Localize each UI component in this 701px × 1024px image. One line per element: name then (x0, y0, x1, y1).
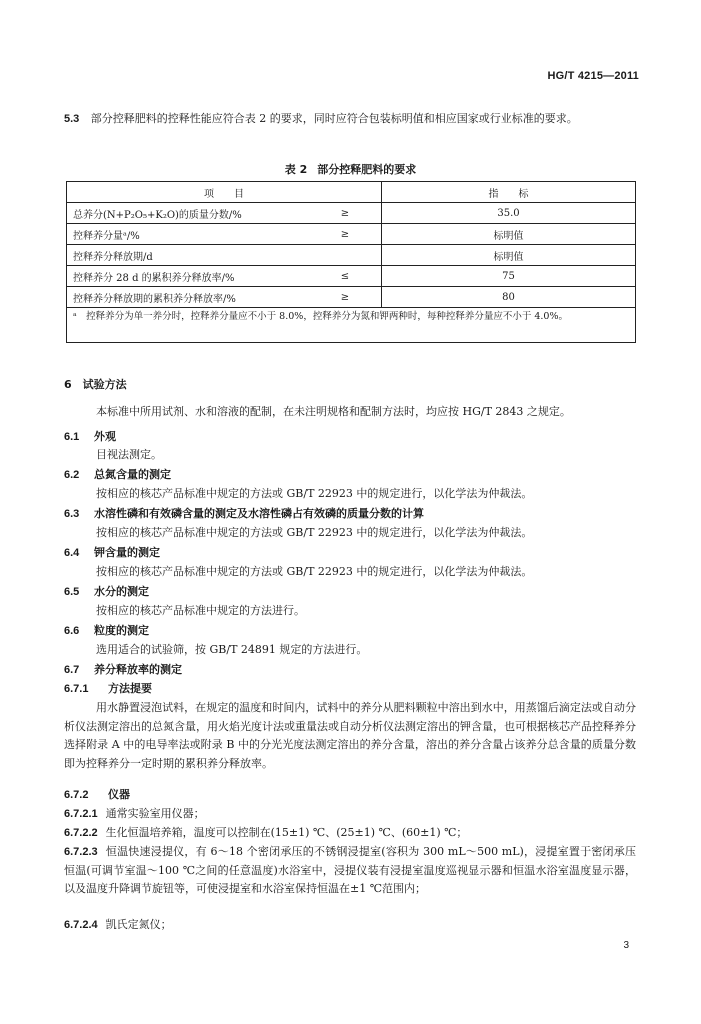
row-value: 标明值 (382, 224, 636, 245)
item-number: 6.7.2.2 (64, 827, 98, 839)
section-6-5-heading (64, 583, 149, 599)
section-6-4-heading (64, 544, 160, 560)
row-item: 控释养分释放期的累积养分释放率/% (67, 287, 310, 308)
list-item (64, 843, 636, 899)
section-6-2-text: 按相应的核芯产品标准中规定的方法或 GB/T 22923 中的规定进行，以化学法为仲裁法。 (96, 487, 533, 500)
section-title: 外观 (94, 430, 116, 443)
row-operator: ≥ (309, 287, 382, 308)
section-number: 6.6 (64, 625, 80, 637)
row-value: 75 (382, 266, 636, 287)
standard-code: HG/T 4215—2011 (547, 70, 639, 82)
table-caption: 部分控释肥料的要求 (317, 163, 417, 176)
section-number: 6.4 (64, 547, 80, 559)
section-number: 6.5 (64, 586, 80, 598)
section-6-2-heading (64, 466, 171, 482)
item-text: 通常实验室用仪器； (105, 807, 205, 820)
section-6-5-text: 按相应的核芯产品标准中规定的方法进行。 (96, 604, 305, 617)
item-text: 生化恒温培养箱，温度可以控制在(15±1) ℃、(25±1) ℃、(60±1) ℃； (105, 826, 468, 839)
table-row (67, 266, 636, 287)
row-item: 控释养分释放期/d (67, 245, 310, 266)
section-title: 粒度的测定 (94, 624, 149, 637)
section-6-1-heading (64, 428, 116, 444)
row-item: 总养分(N+P₂O₅+K₂O)的质量分数/% (67, 203, 310, 224)
row-value: 35.0 (382, 203, 636, 224)
row-operator (309, 245, 382, 266)
table-footnote: ᵃ 控释养分为单一养分时，控释养分量应不小于 8.0%，控释养分为氮和钾两种时，每种控释养分量应不小于 4.0%。 (67, 308, 636, 343)
section-6-6-heading (64, 622, 149, 638)
list-item (64, 916, 636, 935)
section-5-3 (64, 110, 636, 128)
section-title: 钾含量的测定 (94, 546, 160, 559)
section-6-7-heading (64, 661, 182, 677)
section-text: 部分控释肥料的控释性能应符合表 2 的要求，同时应符合包装标明值和相应国家或行业标准的要求。 (90, 112, 578, 125)
header-item: 项 目 (67, 182, 382, 203)
item-number: 6.7.2.3 (64, 846, 98, 858)
section-number: 6.7.1 (64, 683, 89, 695)
table-label: 表 2 (284, 163, 308, 176)
section-number: 6.7 (64, 664, 80, 676)
section-6-7-1-text: 用水静置浸泡试料，在规定的温度和时间内，试料中的养分从肥料颗粒中溶出到水中，用蒸馏后滴定法或自动分析仪法测定溶出的总氮含量，用火焰光度计法或重量法或自动分析仪法测定溶出的钾含量，也可根据核芯产品控释养分选择附录 A 中的电导率法或附录 B 中的分光光度法测定溶出的养分含量，溶出的养分含量占该养分总含量的质量分数即为控释养分一定时期的累积养分释放率。 (64, 701, 636, 770)
row-value: 80 (382, 287, 636, 308)
requirements-table (66, 181, 636, 343)
table-row (67, 287, 636, 308)
section-title: 方法提要 (108, 682, 152, 695)
section-number: 6.2 (64, 469, 80, 481)
row-item: 控释养分量ᵃ/% (67, 224, 310, 245)
section-6-heading: 6 试验方法 (64, 378, 127, 391)
row-operator: ≥ (309, 203, 382, 224)
table-row (67, 224, 636, 245)
section-6-3-text: 按相应的核芯产品标准中规定的方法或 GB/T 22923 中的规定进行，以化学法为仲裁法。 (96, 526, 533, 539)
row-operator: ≥ (309, 224, 382, 245)
header-value: 指 标 (382, 182, 636, 203)
item-text: 凯氏定氮仪； (105, 918, 172, 931)
section-title: 养分释放率的测定 (94, 663, 182, 676)
item-text: 恒温快速浸提仪，有 6～18 个密闭承压的不锈钢浸提室(容积为 300 mL～500 mL)，浸提室置于密闭承压恒温(可调节室温～100 ℃之间的任意温度)水浴室中，浸提仪装有浸提室温度巡视显示器和恒温水浴室温度显示器，以及温度升降调节旋钮等，可使浸提室和水浴室保持恒温在±1 ℃范围内； (64, 845, 636, 895)
section-6-7-2-heading (64, 786, 130, 802)
item-number: 6.7.2.4 (64, 919, 98, 931)
section-6-6-text: 选用适合的试验筛，按 GB/T 24891 规定的方法进行。 (96, 643, 368, 656)
section-title: 总氮含量的测定 (94, 468, 171, 481)
table-row (67, 203, 636, 224)
section-number: 6.7.2 (64, 789, 89, 801)
section-title: 仪器 (108, 788, 130, 801)
table-header-row (67, 182, 636, 203)
row-operator: ≤ (309, 266, 382, 287)
section-title: 水分的测定 (94, 585, 149, 598)
section-number: 5.3 (64, 113, 80, 125)
table-row (67, 245, 636, 266)
section-6-7-1-heading (64, 680, 152, 696)
list-item (64, 824, 636, 843)
section-6-intro: 本标准中所用试剂、水和溶液的配制，在未注明规格和配制方法时，均应按 HG/T 2843 之规定。 (96, 405, 571, 418)
row-value: 标明值 (382, 245, 636, 266)
section-6-3-heading (64, 505, 424, 521)
section-6-1-text: 目视法测定。 (96, 448, 162, 461)
section-6-4-text: 按相应的核芯产品标准中规定的方法或 GB/T 22923 中的规定进行，以化学法为仲裁法。 (96, 565, 533, 578)
table-2-title (0, 161, 701, 177)
list-item (64, 805, 636, 824)
page-number: 3 (623, 940, 629, 951)
section-number: 6.3 (64, 508, 80, 520)
item-number: 6.7.2.1 (64, 808, 98, 820)
section-title: 水溶性磷和有效磷含量的测定及水溶性磷占有效磷的质量分数的计算 (94, 507, 424, 520)
row-item: 控释养分 28 d 的累积养分释放率/% (67, 266, 310, 287)
section-number: 6.1 (64, 431, 80, 443)
table-footnote-row (67, 308, 636, 343)
